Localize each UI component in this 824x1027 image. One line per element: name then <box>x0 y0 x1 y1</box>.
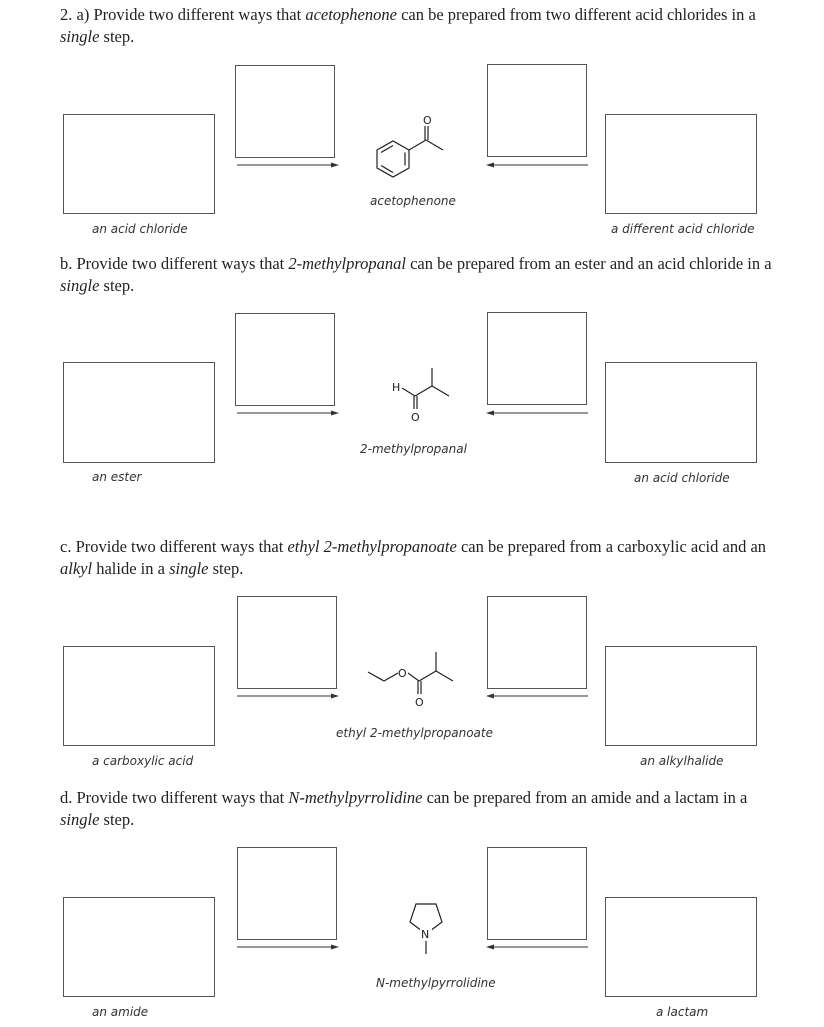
reaction-arrow-left <box>486 408 588 418</box>
reaction-arrow-right <box>237 691 339 701</box>
answer-box-left-reactant[interactable] <box>63 646 215 746</box>
answer-box-left-reactant[interactable] <box>63 897 215 997</box>
product-label: 2-methylpropanal <box>360 442 467 456</box>
answer-box-left-reagent[interactable] <box>237 596 337 689</box>
emphasis-single: single <box>169 559 209 578</box>
question-a: 2. a) Provide two different ways that acetophenone can be prepared from two different acid chlorides in a single step. <box>60 5 756 46</box>
emphasis-single: single <box>60 27 100 46</box>
left-reactant-label: an acid chloride <box>92 222 188 236</box>
right-reactant-label: an alkylhalide <box>640 754 724 768</box>
answer-box-right-reagent[interactable] <box>487 312 587 405</box>
left-reactant-label: a carboxylic acid <box>92 754 194 768</box>
product-label: N-methylpyrrolidine <box>376 976 496 990</box>
compound-name: N-methylpyrrolidine <box>288 788 423 807</box>
svg-text:O: O <box>423 114 432 127</box>
right-reactant-label: a lactam <box>656 1005 709 1019</box>
emphasis-single: single <box>60 276 100 295</box>
answer-box-left-reagent[interactable] <box>235 313 335 406</box>
oxygen-atom-label: O <box>415 696 424 709</box>
answer-box-right-reactant[interactable] <box>605 114 757 214</box>
right-reactant-label: an acid chloride <box>634 471 730 485</box>
product-label: acetophenone <box>370 194 456 208</box>
left-reactant-label: an amide <box>92 1005 149 1019</box>
emphasis-alkyl: alkyl <box>60 559 93 578</box>
answer-box-right-reagent[interactable] <box>487 64 587 157</box>
hydrogen-atom-label: H <box>392 381 401 394</box>
reaction-arrow-right <box>237 408 339 418</box>
ethyl-2-methylpropanoate-structure <box>364 648 460 710</box>
reaction-arrow-left <box>486 942 588 952</box>
compound-name: ethyl 2-methylpropanoate <box>287 537 457 556</box>
question-c: c. Provide two different ways that ethyl 2-methylpropanoate can be prepared from a carboxylic acid and an alkyl halide in a single step. <box>60 537 767 578</box>
answer-box-right-reagent[interactable] <box>487 847 587 940</box>
reaction-arrow-left <box>486 160 588 170</box>
reaction-arrow-left <box>486 691 588 701</box>
emphasis-single: single <box>60 810 100 829</box>
reaction-arrow-right <box>237 160 339 170</box>
product-label: ethyl 2-methylpropanoate <box>336 726 493 740</box>
answer-box-right-reagent[interactable] <box>487 596 587 689</box>
oxygen-atom-label: O <box>411 411 420 424</box>
nitrogen-atom-label: N <box>421 928 430 941</box>
oxygen-atom-label: O <box>398 667 407 680</box>
answer-box-right-reactant[interactable] <box>605 646 757 746</box>
left-reactant-label: an ester <box>92 470 142 484</box>
answer-box-left-reactant[interactable] <box>63 362 215 463</box>
compound-name: 2-methylpropanal <box>288 254 406 273</box>
answer-box-right-reactant[interactable] <box>605 362 757 463</box>
2-methylpropanal-structure <box>390 360 460 426</box>
answer-box-left-reagent[interactable] <box>237 847 337 940</box>
acetophenone-structure <box>370 112 460 192</box>
reaction-arrow-right <box>237 942 339 952</box>
right-reactant-label: a different acid chloride <box>611 222 755 236</box>
question-b: b. Provide two different ways that 2-methylpropanal can be prepared from an ester and an acid chloride in a single step. <box>60 254 772 295</box>
compound-name: acetophenone <box>305 5 397 24</box>
answer-box-right-reactant[interactable] <box>605 897 757 997</box>
answer-box-left-reagent[interactable] <box>235 65 335 158</box>
question-d: d. Provide two different ways that N-methylpyrrolidine can be prepared from an amide and a lactam in a single step. <box>60 788 748 829</box>
n-methylpyrrolidine-structure <box>404 896 450 956</box>
answer-box-left-reactant[interactable] <box>63 114 215 214</box>
